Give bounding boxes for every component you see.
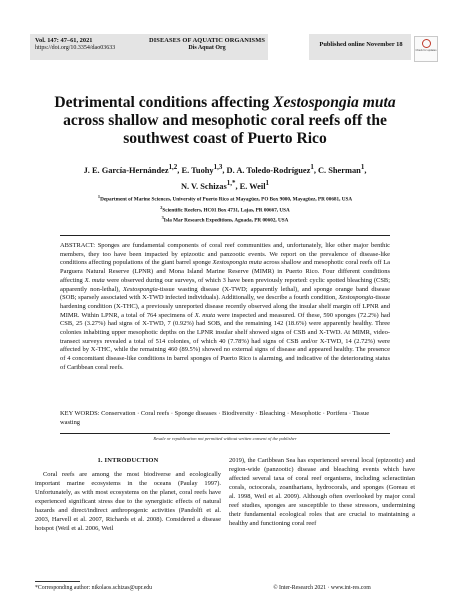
author-line-2 bbox=[35, 177, 415, 193]
publication-date: Published online November 18 bbox=[319, 41, 403, 48]
keywords-list bbox=[60, 410, 369, 426]
abstract-species-name: Xestospongia bbox=[338, 294, 374, 302]
keyword-separator: · bbox=[135, 410, 141, 417]
copyright-notice: © Inter-Research 2021 · www.int-res.com bbox=[273, 585, 371, 591]
left-column bbox=[35, 456, 221, 533]
affil-text: Scientific Reefers, HC01 Box 4731, Lajas, PR 00667, USA bbox=[162, 207, 290, 214]
keyword-separator: · bbox=[216, 410, 223, 417]
intro-paragraph-left: Coral reefs are among the most biodiverse and ecologically important marine ecosystems in the oceans (Paulay 1997). Unfortunately, as with most ecosystems on the planet, coral reefs have experienced significant stress due to the synergistic effects of natural hazards and direct/indirect anthropogenic activities (Pandolfi et al. 2003, Harvell et al. 2007, Richards et al. 2008). Considered a disease hotspot (Weil et al. 2006, Weil bbox=[35, 471, 221, 533]
abstract-text: -tissue hardening condition (X-THC), a previously unreported disease recently observed along the insular shelf margin off LPNR and MIMR. Within LPNR, a total of 764 specimens of bbox=[60, 294, 390, 319]
abstract-species-name: Xestospongia muta bbox=[212, 259, 262, 267]
keyword: Tissue wasting bbox=[60, 410, 370, 426]
doi-link[interactable]: https://doi.org/10.3354/dao03633 bbox=[35, 45, 116, 51]
right-column bbox=[229, 456, 415, 528]
abstract-body bbox=[60, 242, 390, 371]
affil-text: Isla Mar Research Expeditions, Aguada, PR 00602, USA bbox=[163, 218, 289, 225]
author-affil-marker: 1,* bbox=[226, 178, 236, 187]
author-affil-marker: 1 bbox=[360, 163, 365, 171]
badge-label: Check for updates bbox=[415, 49, 437, 52]
journal-name: DISEASES OF AQUATIC ORGANISMS bbox=[148, 37, 265, 44]
abstract-species-name: X. muta bbox=[194, 311, 216, 319]
keyword-separator: · bbox=[321, 410, 327, 417]
journal-abbreviation: Dis Aquat Org bbox=[188, 45, 226, 51]
affiliation-2 bbox=[35, 204, 415, 215]
keyword-separator: · bbox=[169, 410, 175, 417]
abstract-text: -tissue wasting disease (X-TWD; apparently lethal), and sponge orange band disease (SOB; sparsely associated with X-TWD infected individuals). Additionally, we describe a fourth condition, bbox=[60, 285, 390, 302]
keywords-label: KEY WORDS: bbox=[60, 410, 100, 417]
affiliation-3 bbox=[35, 214, 415, 225]
title-part-2: across shallow and mesophotic coral reefs off the southwest coast of Puerto Rico bbox=[63, 112, 387, 147]
keyword-separator: · bbox=[285, 410, 291, 417]
author-name: J. E. García-Hernández bbox=[83, 165, 169, 175]
abstract-species-name: X. muta bbox=[84, 276, 105, 284]
abstract bbox=[60, 242, 390, 373]
keyword-separator: · bbox=[347, 410, 353, 417]
title-species: Xestospongia muta bbox=[273, 94, 396, 111]
abstract-top-rule bbox=[60, 235, 390, 236]
author-affil-marker: 1,2 bbox=[168, 163, 178, 171]
abstract-text: were observed during our surveys, of which 3 have been previously reported: cyclic spotted bleaching (CSB; apparently non-lethal), bbox=[60, 276, 391, 293]
updates-icon bbox=[422, 39, 431, 48]
keyword: Coral reefs bbox=[140, 410, 170, 417]
abstract-bottom-rule bbox=[60, 433, 390, 434]
keyword: Bleaching bbox=[259, 410, 286, 417]
intro-paragraph-right: 2019), the Caribbean Sea has experienced several local (epizootic) and region-wide (panzootic) disease and bleaching events which have affected several taxa of coral reef organisms, including scleractinian corals, octocorals, zoantharians, hydrocorals, and sponges (Goreau et al. 1998, Weil et al. 2009). Although often overlooked by major coral reef studies, sponges are susceptible to these stressors, undermining their fundamental ecological roles that are crucial to maintaining a healthy and functioning coral reef bbox=[229, 457, 415, 528]
keyword-separator: · bbox=[253, 410, 260, 417]
journal-header bbox=[0, 0, 450, 66]
affil-number: 2 bbox=[160, 204, 163, 210]
author-affil-marker: 1 bbox=[265, 178, 270, 187]
paper-title bbox=[35, 94, 415, 148]
affiliations bbox=[35, 193, 415, 225]
author-name: , E. Weil bbox=[235, 181, 266, 191]
keyword: Sponge diseases bbox=[174, 410, 217, 417]
author-line-1 bbox=[35, 161, 415, 177]
author-name: , C. Sherman bbox=[313, 165, 361, 175]
keyword: Porifera bbox=[326, 410, 348, 417]
footnote-rule bbox=[35, 581, 80, 582]
resale-notice: Resale or republication not permitted without written consent of the publisher bbox=[153, 436, 297, 441]
keywords bbox=[60, 410, 390, 427]
abstract-label: ABSTRACT: bbox=[60, 242, 96, 249]
affil-number: 3 bbox=[161, 215, 164, 221]
abstract-text: across shallow and mesophotic coral reefs off La Parguera Natural Reserve (LPNR) and Mona Island Marine Reserve (MIMR) in Puerto Rico. Four different conditions affecting bbox=[60, 259, 390, 284]
author-affil-marker: 1,3 bbox=[213, 163, 223, 171]
keyword: Biodiversity bbox=[222, 410, 254, 417]
author-name: , D. A. Toledo-Rodríguez bbox=[222, 165, 311, 175]
author-name: N. V. Schizas bbox=[180, 181, 227, 191]
author-separator: , bbox=[364, 165, 367, 175]
title-part-1: Detrimental conditions affecting bbox=[54, 94, 274, 111]
abstract-text: were inspected and measured. Of these, 590 sponges (72.2%) had CSB, 25 (3.27%) had signs of X-TWD, 7 (0.92%) had SOB, and the remaining 142 (18.6%) were apparently healthy. Three colonies inhabiting upper mesophotic depths on the LPNR insular shelf showed signs of CSB and X-TWD. At MIMR, video-transect surveys revealed a total of 514 colonies, of which 40 (7.78%) had signs of CSB and/or X-TWD, 14 (2.72%) were affected by X-THC, while the remaining 460 (89.5%) showed no external signs of disease and appeared healthy. The presence of 4 concomitant disease-like conditions in barrel sponges of Puerto Rico is alarming, and indicative of the deteriorating status of Caribbean coral reefs. bbox=[60, 311, 390, 371]
keyword: Conservation bbox=[101, 410, 136, 417]
author-affil-marker: 1 bbox=[310, 163, 314, 171]
keyword: Mesophotic bbox=[290, 410, 322, 417]
section-heading-introduction: 1. INTRODUCTION bbox=[97, 457, 159, 464]
affil-number: 1 bbox=[97, 194, 101, 199]
corresponding-author: *Corresponding author: nikolaos.schizas@upr.edu bbox=[35, 585, 153, 591]
volume-info: Vol. 147: 47–61, 2021 bbox=[35, 37, 93, 44]
affiliation-1 bbox=[35, 193, 415, 204]
affil-text: Department of Marine Sciences, University of Puerto Rico at Mayagüez, PO Box 9000, Mayagüez, PR 00681, USA bbox=[100, 196, 353, 203]
abstract-species-name: Xestospongia bbox=[123, 285, 158, 293]
author-list bbox=[35, 161, 415, 193]
author-name: , E. Tuohy bbox=[177, 165, 214, 175]
check-for-updates-badge[interactable] bbox=[414, 36, 438, 62]
abstract-text: Sponges are fundamental components of coral reef communities and, unfortunately, like other major benthic members, they too have been impacted by epizootic and panzootic events. We report on the prevalence of disease-like conditions affecting populations of the giant barrel sponge bbox=[60, 242, 390, 267]
